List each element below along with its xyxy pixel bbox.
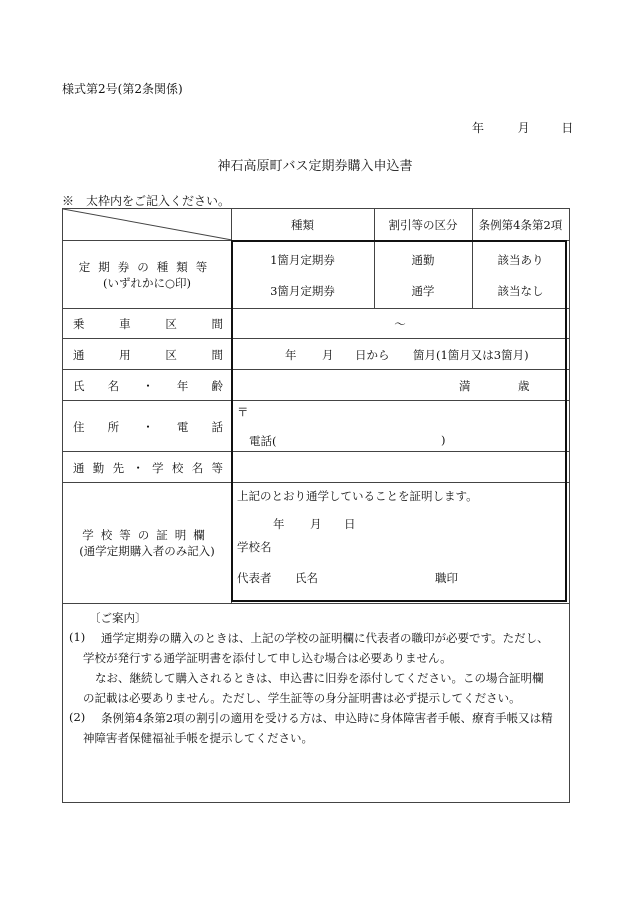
instruction-text: ※ 太枠内をご記入ください。 <box>62 194 231 208</box>
date-year-label: 年 <box>472 121 485 135</box>
cert-day: 日 <box>344 517 356 531</box>
label-char: ・ <box>132 461 144 475</box>
label-char: 間 <box>211 317 223 331</box>
option-1-month[interactable]: 1箇月定期券 <box>270 253 335 267</box>
label-char: 年 <box>176 379 189 393</box>
label-char: ・ <box>142 379 154 393</box>
label-char: 先 <box>112 461 125 475</box>
option-3-month[interactable]: 3箇月定期券 <box>270 284 335 298</box>
validity-month: 月 <box>322 348 334 362</box>
phone-label: 電話( <box>249 434 277 448</box>
col-header-ordinance: 条例第4条第2項 <box>478 218 563 232</box>
option-not-applicable[interactable]: 該当なし <box>497 284 544 298</box>
ticket-type-label: 定期券の種類等 <box>78 260 216 274</box>
ticket-type-sublabel: (いずれかに○印) <box>102 276 191 290</box>
label-char: 話 <box>211 420 223 434</box>
form-number: 様式第2号(第2条関係) <box>62 82 183 96</box>
label-char: 住 <box>73 420 85 434</box>
workplace-label <box>73 460 223 476</box>
name-age-label <box>73 378 223 394</box>
cert-month: 月 <box>310 517 322 531</box>
note-1-line-4: の記載は必要ありません。ただし、学生証等の身分証明書は必ず提示してください。 <box>83 691 521 705</box>
age-unit-label: 歳 <box>518 379 530 393</box>
note-2-number: (2) <box>69 710 86 724</box>
notes-heading: 〔ご案内〕 <box>89 611 147 625</box>
col-header-type: 種類 <box>291 218 314 232</box>
label-char: 用 <box>119 348 131 362</box>
option-school[interactable]: 通学 <box>411 284 435 298</box>
validity-label <box>73 347 223 363</box>
option-applicable[interactable]: 該当あり <box>497 253 544 267</box>
address-phone-label <box>73 419 223 435</box>
route-value[interactable]: ～ <box>394 317 406 331</box>
label-char: 乗 <box>73 317 85 331</box>
note-1-line-2: 学校が発行する通学証明書を添付して申し込む場合は必要ありません。 <box>83 651 452 665</box>
age-full-label: 満 <box>459 379 471 393</box>
validity-year: 年 <box>285 348 297 362</box>
label-char: 通 <box>73 348 85 362</box>
rep-name-label: 氏名 <box>295 571 318 585</box>
representative-label: 代表者 <box>237 571 272 585</box>
note-1-line-1: 通学定期券の購入のときは、上記の学校の証明欄に代表者の職印が必要です。ただし、 <box>101 631 549 645</box>
label-char: 区 <box>165 348 177 362</box>
phone-close: ) <box>441 433 446 447</box>
cert-year: 年 <box>273 517 285 531</box>
fill-in-area-border <box>231 240 567 602</box>
certification-statement: 上記のとおり通学していることを証明します。 <box>237 489 478 503</box>
document-title: 神石高原町バス定期券購入申込書 <box>217 159 413 174</box>
label-char: 勤 <box>92 461 105 475</box>
label-char: 電 <box>176 420 189 434</box>
postal-mark: 〒 <box>237 405 249 419</box>
label-char: 所 <box>107 420 120 434</box>
label-char: 区 <box>165 317 177 331</box>
certification-sublabel: (通学定期購入者のみ記入) <box>79 544 215 558</box>
label-char: 学 <box>152 461 164 475</box>
label-char: 通 <box>73 461 85 475</box>
option-commute[interactable]: 通勤 <box>411 253 435 267</box>
note-1-number: (1) <box>69 630 86 644</box>
label-char: 名 <box>191 461 204 475</box>
notes-section <box>62 602 570 803</box>
application-form-table <box>62 208 570 604</box>
route-label <box>73 316 223 332</box>
label-char: 齢 <box>211 379 223 393</box>
label-char: 等 <box>211 461 223 475</box>
label-char: 校 <box>171 461 184 475</box>
label-char: 氏 <box>73 379 85 393</box>
validity-day-from: 日から <box>355 348 390 362</box>
seal-label: 職印 <box>435 571 458 585</box>
label-char: 間 <box>211 348 223 362</box>
col-header-discount: 割引等の区分 <box>388 218 458 232</box>
note-2-line-2: 神障害者保健福祉手帳を提示してください。 <box>83 731 313 745</box>
school-name-label: 学校名 <box>237 540 272 554</box>
date-day-label: 日 <box>561 121 574 135</box>
date-line <box>472 119 573 136</box>
note-2-line-1: 条例第4条第2項の割引の適用を受ける方は、申込時に身体障害者手帳、療育手帳又は精 <box>101 711 553 725</box>
label-char: 名 <box>107 379 120 393</box>
label-char: ・ <box>142 420 154 434</box>
certification-label: 学校等の証明欄 <box>82 528 212 542</box>
diagonal-line <box>63 209 233 241</box>
note-1-line-3: なお、継続して購入されるときは、申込書に旧券を添付してください。この場合証明欄 <box>95 671 544 685</box>
date-month-label: 月 <box>517 121 530 135</box>
label-char: 車 <box>119 317 131 331</box>
validity-months: 箇月(1箇月又は3箇月) <box>413 348 529 362</box>
